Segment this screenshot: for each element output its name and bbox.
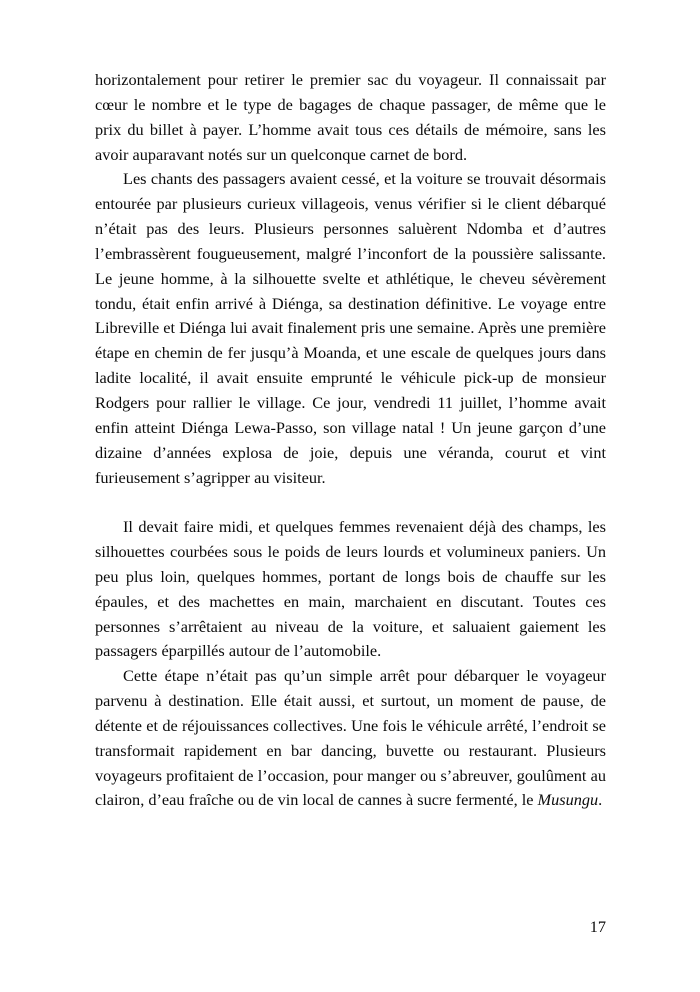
paragraph-4-italic-term: Musungu (537, 790, 599, 810)
paragraph-2: Les chants des passagers avaient cessé, et la voiture se trouvait désormais entourée par plusieurs curieux villageois, venus vérifier si le client débarqué n’était pas des leurs. Plusieurs personnes saluèrent Ndomba et d’autres l’embrassèrent fougueusement, malgré l’inconfort de la poussière salissante. Le jeune homme, à la silhouette svelte et athlétique, le cheveu sévèrement tondu, était enfin arrivé à Diénga, sa destination définitive. Le voyage entre Libreville et Diénga lui avait finalement pris une semaine. Après une première étape en chemin de fer jusqu’à Moanda, et une escale de quelques jours dans ladite localité, il avait ensuite emprunté le véhicule pick-up de monsieur Rodgers pour rallier le village. Ce jour, vendredi 11 juillet, l’homme avait enfin atteint Diénga Lewa-Passo, son village natal ! Un jeune garçon d’une dizaine d’années explosa de joie, depuis une véranda, courut et vint furieusement s’agripper au visiteur. (95, 169, 606, 487)
paragraph-4-text-after-italic: . (598, 790, 603, 810)
paragraph-4-text-before-italic: Cette étape n’était pas qu’un simple arrêt pour débarquer le voyageur parvenu à destination. Elle était aussi, et surtout, un moment de pause, de détente et de réjouissances collectives. Une fois le véhicule arrêté, l’endroit se transformait rapidement en bar dancing, buvette ou restaurant. Plusieurs voyageurs profitaient de l’occasion, pour manger ou s’abreuver, goulûment au clairon, d’eau fraîche ou de vin local de cannes à sucre fermenté, le (95, 666, 606, 810)
paragraph-1: horizontalement pour retirer le premier sac du voyageur. Il connaissait par cœur le nombre et le type de bagages de chaque passager, de même que le prix du billet à payer. L’homme avait tous ces détails de mémoire, sans les avoir auparavant notés sur un quelconque carnet de bord. (95, 70, 606, 164)
paragraph-4 (95, 664, 606, 813)
paragraph-3: Il devait faire midi, et quelques femmes revenaient déjà des champs, les silhouettes courbées sous le poids de leurs lourds et volumineux paniers. Un peu plus loin, quelques hommes, portant de longs bois de chauffe sur les épaules, et des machettes en main, marchaient en discutant. Toutes ces personnes s’arrêtaient au niveau de la voiture, et saluaient gaiement les passagers éparpillés autour de l’automobile. (95, 517, 606, 661)
page-number: 17 (589, 917, 606, 936)
body-text-block (95, 68, 606, 813)
